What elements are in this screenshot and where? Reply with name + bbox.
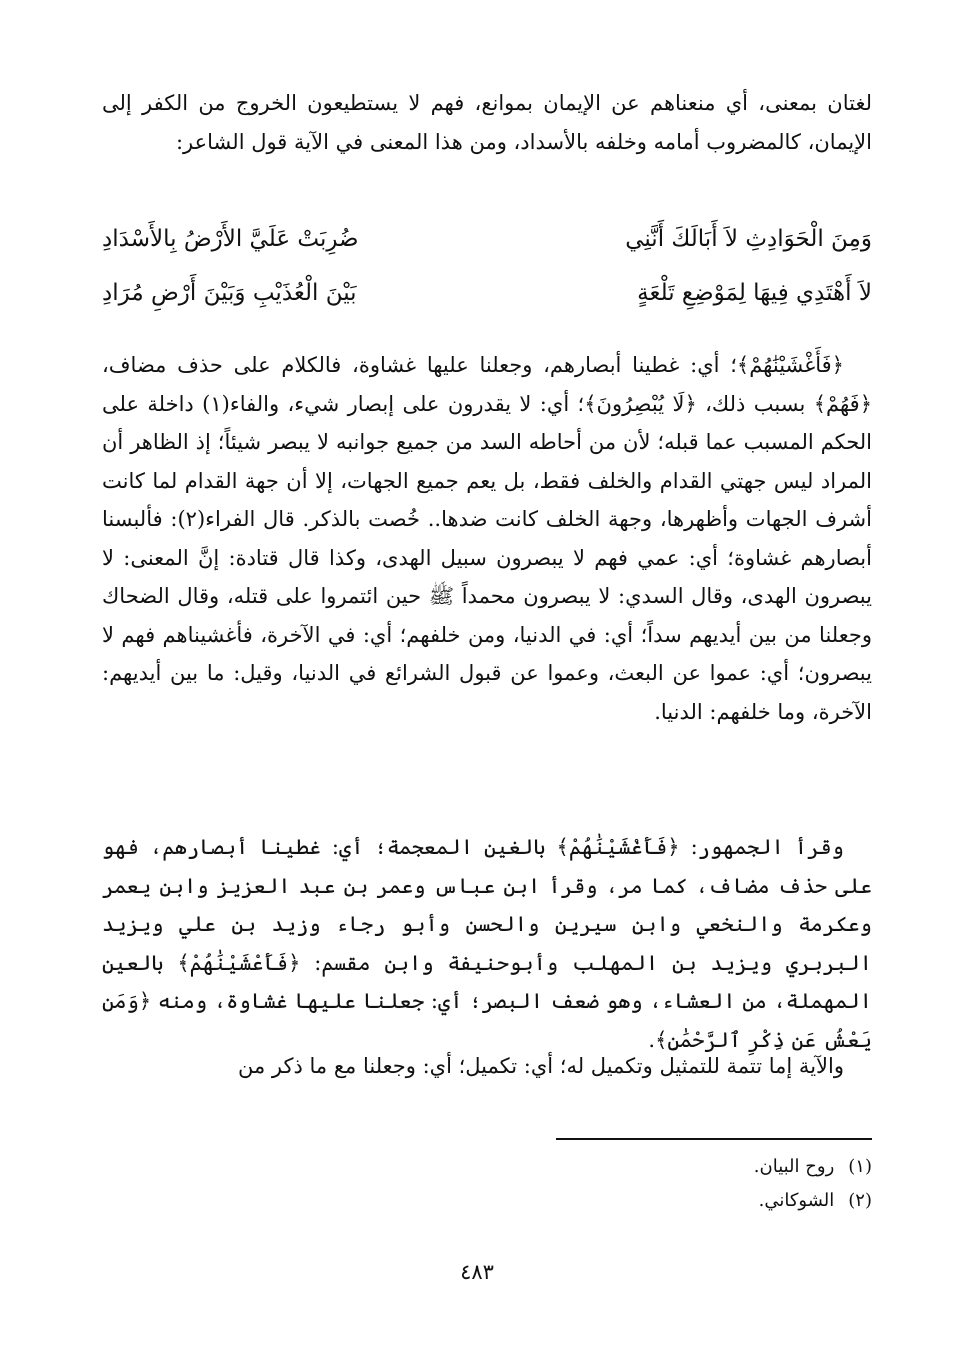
- paragraph-3-text: وقرأ الجمهور: ﴿فَأَغْشَيْنَٰهُمْ﴾ بالغين المعجمة؛ أي: غطينا أبصارهم، فهو على حذف مضاف، كما مر، وقرأ ابن عباس وعمر بن عبد العزيز وابن يعمر وعكرمة والنخعي وابن سيرين والحسن وأبو رجاء وزيد بن علي ويزيد البربري ويزيد بن المهلب وأبوحنيفة وابن مقسم: ﴿فَأَعْشَيْنَٰهُمْ﴾ بالعين المهملة، من العشاء، وهو ضعف البصر؛ أي: جعلنا عليها غشاوة، ومنه ﴿وَمَن يَعْشُ عَن ذِكْرِ ٱلرَّحْمَٰنِ﴾.: [102, 835, 872, 1052]
- paragraph-2: [102, 346, 872, 731]
- paragraph-1: [102, 84, 872, 161]
- paragraph-1-text: لغتان بمعنى، أي منعناهم عن الإيمان بموانع، فهم لا يستطيعون الخروج من الكفر إلى الإيمان، كالمضروب أمامه وخلفه بالأسداد، ومن هذا المعنى في الآية قول الشاعر:: [102, 91, 872, 154]
- footnote-2: [754, 1184, 872, 1218]
- page-number: ٤٨٣: [460, 1260, 494, 1284]
- footnote-1: [754, 1150, 872, 1184]
- footnote-divider: [556, 1138, 872, 1140]
- paragraph-2-text: ﴿فَأَغْشَيْنَٰهُمْ﴾؛ أي: غطينا أبصارهم، وجعلنا عليها غشاوة، فالكلام على حذف مضاف، ﴿فَهُمْ﴾ بسبب ذلك، ﴿لَا يُبْصِرُونَ﴾؛ أي: لا يقدرون على إبصار شيء، والفاء(١) داخلة على الحكم المسبب عما قبله؛ لأن من أحاطه السد من جميع جوانبه لا يبصر شيئاً؛ إذ الظاهر أن المراد ليس جهتي القدام والخلف فقط، بل يعم جميع الجهات، إلا أن جهة القدام لما كانت أشرف الجهات وأظهرها، وجهة الخلف كانت ضدها.. خُصت بالذكر. قال الفراء(٢): فألبسنا أبصارهم غشاوة؛ أي: عمي فهم لا يبصرون سبيل الهدى، وكذا قال قتادة: إنَّ المعنى: لا يبصرون الهدى، وقال السدي: لا يبصرون محمداً ﷺ حين ائتمروا على قتله، وقال الضحاك وجعلنا من بين أيديهم سداً؛ أي: في الدنيا، ومن خلفهم؛ أي: في الآخرة، فأغشيناهم فهم لا يبصرون؛ أي: عموا عن البعث، وعموا عن قبول الشرائع في الدنيا، وقيل: ما بين أيديهم: الآخرة، وما خلفهم: الدنيا.: [102, 353, 872, 724]
- paragraph-4: [102, 1047, 872, 1086]
- verse-line-1-first-hemistich: وَمِنَ الْحَوَادِثِ لاَ أَبَالَكَ أَنَّنِي: [625, 226, 872, 252]
- footnote-2-number: (٢): [848, 1190, 872, 1211]
- paragraph-3: [102, 828, 872, 1059]
- footnote-1-number: (١): [848, 1156, 872, 1177]
- verse-line-2-second-hemistich: بَيْنَ الْعُذَيْبِ وَبَيْنَ أَرْضِ مُرَادِ: [102, 280, 357, 306]
- poetry-verse: [102, 220, 872, 328]
- verse-line-1-second-hemistich: ضُرِبَتْ عَلَيَّ الأَرْضُ بِالأَسْدَادِ: [102, 226, 359, 252]
- footnote-1-text: روح البيان.: [753, 1156, 835, 1177]
- verse-line-2: [102, 274, 872, 328]
- footnote-2-text: الشوكاني.: [758, 1190, 835, 1211]
- verse-line-1: [102, 220, 872, 274]
- footnotes: [754, 1150, 872, 1218]
- verse-line-2-first-hemistich: لاَ أَهْتَدِي فِيهَا لِمَوْضِعِ تَلْعَةٍ: [637, 280, 872, 306]
- paragraph-4-text: والآية إما تتمة للتمثيل وتكميل له؛ أي: تكميل؛ أي: وجعلنا مع ما ذكر من: [238, 1054, 844, 1078]
